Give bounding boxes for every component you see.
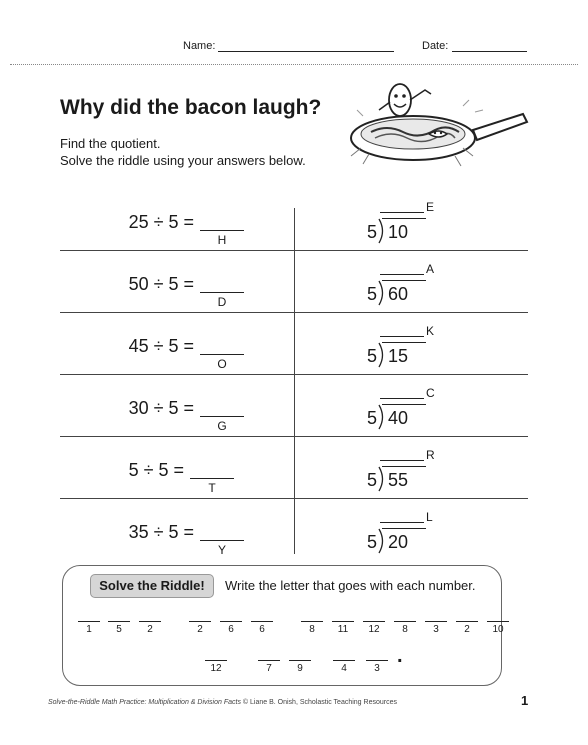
answer-letter: K <box>426 324 435 338</box>
answer-blank[interactable] <box>200 292 244 293</box>
riddle-number: 12 <box>368 624 380 635</box>
instruction-line-2: Solve the riddle using your answers below. <box>60 153 306 168</box>
vinculum <box>382 218 426 219</box>
dotted-divider <box>10 64 578 65</box>
problem-expression: 5 ÷ 5 = <box>128 460 184 480</box>
division-problem <box>60 510 294 572</box>
answer-letter: L <box>426 510 433 524</box>
vinculum <box>382 466 426 467</box>
answer-letter: H <box>217 233 227 247</box>
riddle-number: 4 <box>341 663 347 674</box>
riddle-number: 3 <box>374 663 380 674</box>
instruction-line-1: Find the quotient. <box>60 136 161 151</box>
riddle-blank[interactable] <box>205 660 227 680</box>
problem-expression: 25 ÷ 5 = <box>128 212 194 232</box>
date-label: Date: <box>422 40 449 52</box>
problem-expression: 45 ÷ 5 = <box>128 336 194 356</box>
answer-blank[interactable] <box>200 230 244 231</box>
division-problem <box>60 324 294 386</box>
problem-expression: 35 ÷ 5 = <box>128 522 194 542</box>
divisor: 5 <box>367 408 378 428</box>
division-problem <box>60 200 294 262</box>
dividend: 15 <box>388 346 409 366</box>
division-bracket <box>378 218 386 244</box>
division-problem <box>60 386 294 448</box>
vinculum <box>382 404 426 405</box>
riddle-blank[interactable] <box>251 621 273 641</box>
divisor: 5 <box>367 222 378 242</box>
quotient-blank[interactable] <box>380 522 424 523</box>
date-field[interactable] <box>452 51 527 52</box>
answer-letter: G <box>217 419 227 433</box>
division-bracket <box>378 404 386 430</box>
answer-blank[interactable] <box>200 540 244 541</box>
riddle-number: 1 <box>86 624 92 635</box>
riddle-blank[interactable] <box>394 621 416 641</box>
riddle-blank[interactable] <box>333 660 355 680</box>
riddle-blank[interactable] <box>425 621 447 641</box>
riddle-blank[interactable] <box>78 621 100 641</box>
dividend: 20 <box>388 532 409 552</box>
vinculum <box>382 280 426 281</box>
riddle-number: 10 <box>492 624 504 635</box>
quotient-blank[interactable] <box>380 212 424 213</box>
riddle-number: 3 <box>433 624 439 635</box>
worksheet-title: Why did the bacon laugh? <box>60 96 322 119</box>
long-division-problem <box>294 262 528 332</box>
solve-riddle-badge: Solve the Riddle! <box>90 574 214 598</box>
divisor: 5 <box>367 470 378 490</box>
worksheet-header <box>0 40 588 60</box>
riddle-number: 6 <box>259 624 265 635</box>
riddle-number: 2 <box>197 624 203 635</box>
copyright: © Liane B. Onish, Scholastic Teaching Resources <box>242 699 397 706</box>
vinculum <box>382 342 426 343</box>
bacon-frying-pan-illustration <box>335 70 535 185</box>
riddle-blank[interactable] <box>289 660 311 680</box>
division-bracket <box>378 528 386 554</box>
riddle-number: 6 <box>228 624 234 635</box>
riddle-number: 2 <box>147 624 153 635</box>
riddle-blank[interactable] <box>189 621 211 641</box>
answer-blank[interactable] <box>190 478 234 479</box>
riddle-number: 2 <box>464 624 470 635</box>
division-problem <box>60 262 294 324</box>
answer-blank[interactable] <box>200 416 244 417</box>
riddle-number: 11 <box>337 624 349 635</box>
answer-letter: R <box>426 448 435 462</box>
quotient-blank[interactable] <box>380 460 424 461</box>
book-title: Solve-the-Riddle Math Practice: Multiplication & Division Facts <box>48 699 241 706</box>
division-problem <box>60 448 294 510</box>
long-division-problem <box>294 324 528 394</box>
quotient-blank[interactable] <box>380 274 424 275</box>
riddle-number: 9 <box>297 663 303 674</box>
dividend: 60 <box>388 284 409 304</box>
riddle-blank[interactable] <box>220 621 242 641</box>
divisor: 5 <box>367 284 378 304</box>
riddle-blank[interactable] <box>363 621 385 641</box>
divisor: 5 <box>367 532 378 552</box>
answer-letter: C <box>426 386 435 400</box>
name-field[interactable] <box>218 51 394 52</box>
long-division-problem <box>294 200 528 270</box>
division-bracket <box>378 280 386 306</box>
answer-letter: O <box>217 357 227 371</box>
riddle-blank[interactable] <box>487 621 509 641</box>
dividend: 55 <box>388 470 409 490</box>
answer-letter: E <box>426 200 435 214</box>
riddle-blank[interactable] <box>258 660 280 680</box>
answer-letter: Y <box>217 543 226 557</box>
riddle-blank[interactable] <box>108 621 130 641</box>
riddle-blank[interactable] <box>456 621 478 641</box>
riddle-blank[interactable] <box>332 621 354 641</box>
riddle-blank[interactable] <box>301 621 323 641</box>
riddle-number: 8 <box>309 624 315 635</box>
riddle-number: 12 <box>210 663 222 674</box>
answer-letter: T <box>208 481 216 495</box>
divisor: 5 <box>367 346 378 366</box>
name-label: Name: <box>183 40 216 52</box>
vinculum <box>382 528 426 529</box>
riddle-number: 7 <box>266 663 272 674</box>
division-bracket <box>378 342 386 368</box>
riddle-number: 5 <box>116 624 122 635</box>
dividend: 40 <box>388 408 409 428</box>
answer-letter: D <box>217 295 227 309</box>
riddle-number: 8 <box>402 624 408 635</box>
long-division-problem <box>294 448 528 518</box>
page-number: 1 <box>521 693 529 708</box>
riddle-instruction: Write the letter that goes with each number. <box>225 578 476 593</box>
quotient-blank[interactable] <box>380 398 424 399</box>
dividend: 10 <box>388 222 409 242</box>
quotient-blank[interactable] <box>380 336 424 337</box>
answer-letter: A <box>426 262 435 276</box>
riddle-blank[interactable] <box>366 660 388 680</box>
riddle-end-period: . <box>397 645 403 667</box>
problem-expression: 50 ÷ 5 = <box>128 274 194 294</box>
problem-expression: 30 ÷ 5 = <box>128 398 194 418</box>
answer-blank[interactable] <box>200 354 244 355</box>
footer-credit <box>48 699 397 706</box>
riddle-blank[interactable] <box>139 621 161 641</box>
division-bracket <box>378 466 386 492</box>
long-division-problem <box>294 386 528 456</box>
